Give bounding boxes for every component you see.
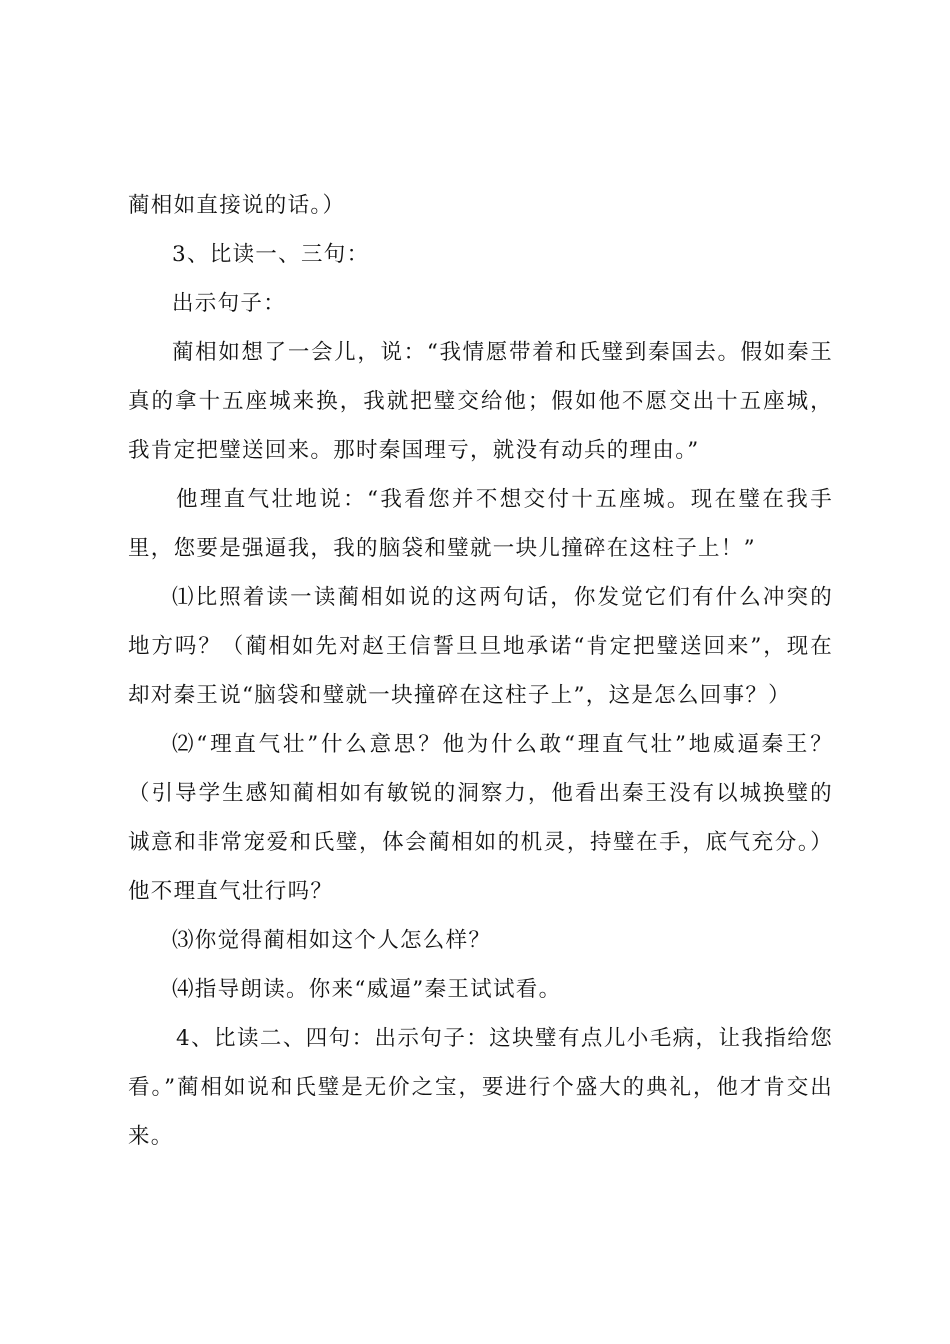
paragraph-show-sentences: 出示句子： <box>172 291 287 316</box>
paragraph-question-2: ⑵“理直气壮”什么意思？他为什么敢“理直气壮”地威逼秦王？（引导学生感知蔺相如有敏锐的洞察力，他看出秦王没有以城换璧的诚意和非常宠爱和氏璧，体会蔺相如的机灵，持璧在手，底气充分。）他不理直气壮行吗？ <box>128 732 833 904</box>
paragraph-question-4: ⑷指导朗读。你来“威逼”秦王试试看。 <box>172 977 562 1002</box>
paragraph-question-3: ⑶你觉得蔺相如这个人怎么样？ <box>172 928 492 953</box>
paragraph-step-3-heading: 3、比读一、三句： <box>172 242 370 267</box>
paragraph-step-4: 4、比读二、四句：出示句子：这块璧有点儿小毛病，让我指给您看。”蔺相如说和氏璧是无价之宝，要进行个盛大的典礼，他才肯交出来。 <box>128 1026 833 1149</box>
paragraph-quote-third: 他理直气壮地说：“我看您并不想交付十五座城。现在璧在我手里，您要是强逼我，我的脑袋和璧就一块儿撞碎在这柱子上！” <box>128 487 833 561</box>
document-body <box>128 181 833 1161</box>
paragraph-continuation: 蔺相如直接说的话。） <box>128 193 346 218</box>
paragraph-quote-first: 蔺相如想了一会儿，说：“我情愿带着和氏璧到秦国去。假如秦王真的拿十五座城来换，我就把璧交给他；假如他不愿交出十五座城，我肯定把璧送回来。那时秦国理亏，就没有动兵的理由。” <box>128 340 833 463</box>
paragraph-question-1: ⑴比照着读一读蔺相如说的这两句话，你发觉它们有什么冲突的地方吗？（蔺相如先对赵王信誓旦旦地承诺“肯定把璧送回来”，现在却对秦王说“脑袋和璧就一块撞碎在这柱子上”，这是怎么回事？） <box>128 585 833 708</box>
